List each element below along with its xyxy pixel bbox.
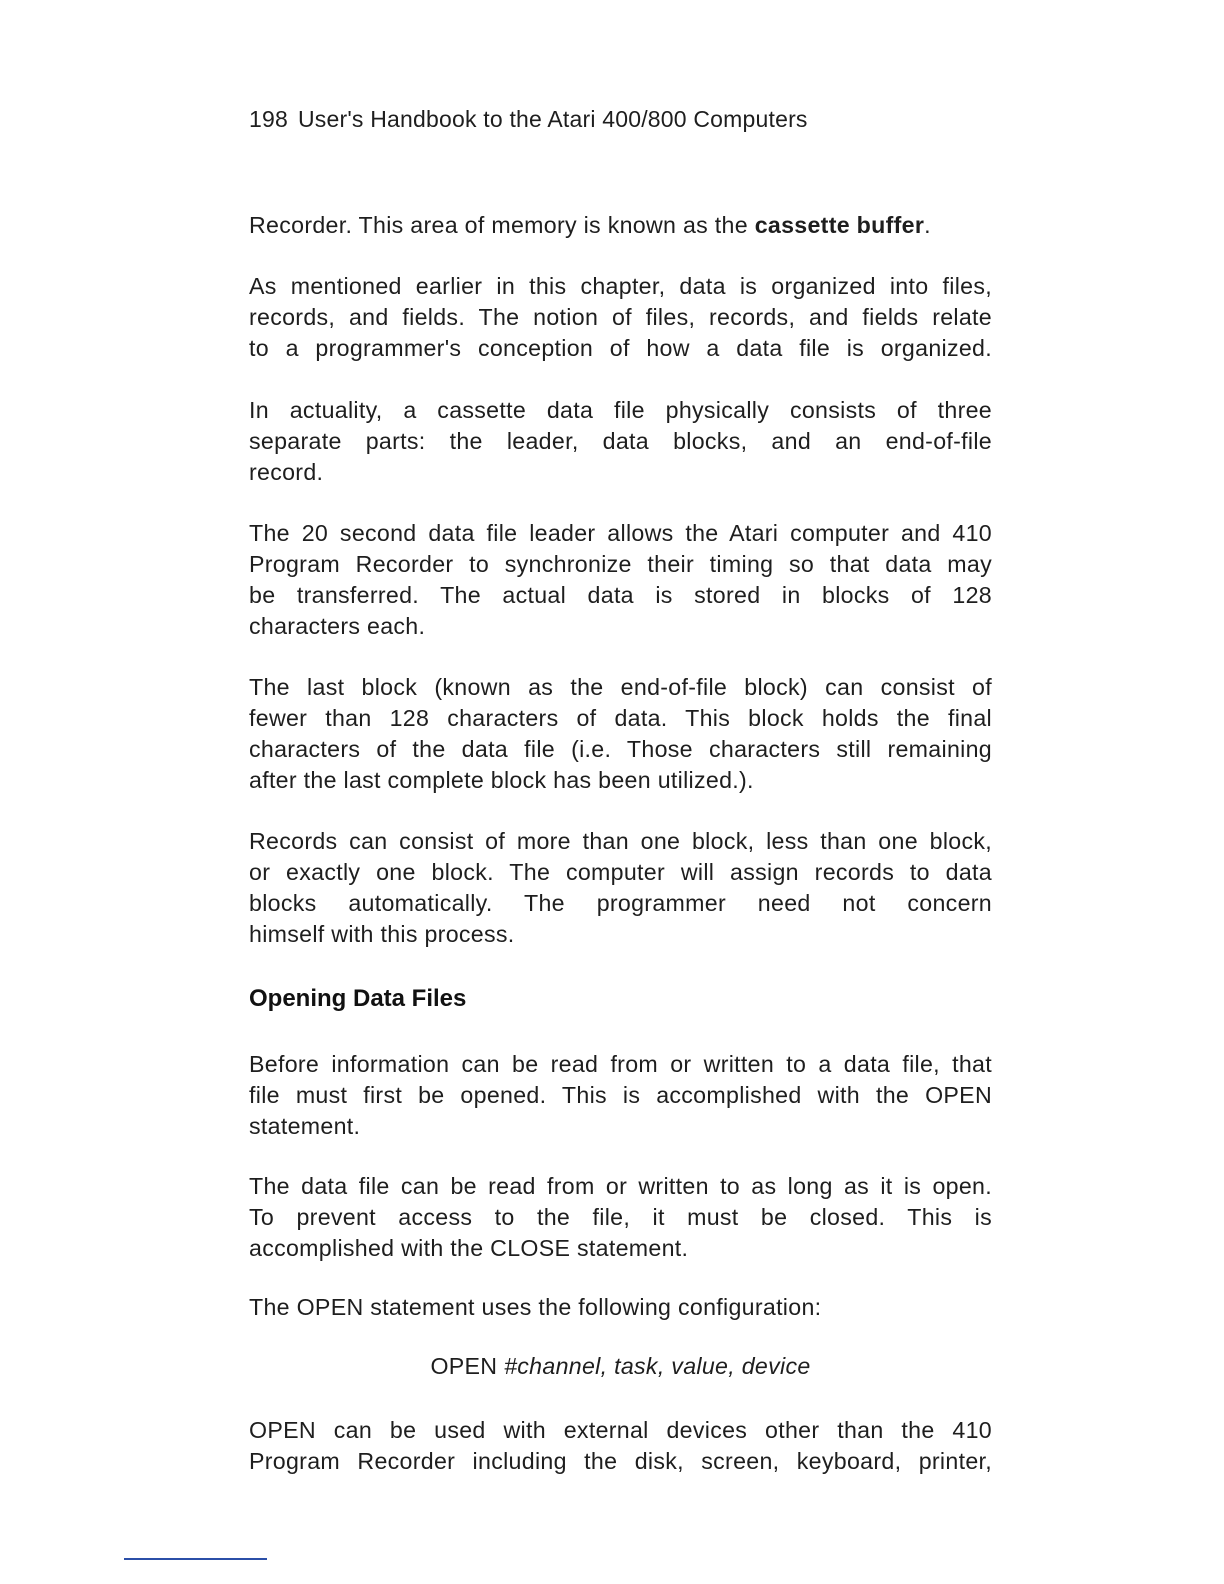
text-line: In actuality, a cassette data file physically consists of three bbox=[249, 397, 992, 423]
paragraph-5 bbox=[249, 672, 992, 796]
text-line: Before information can be read from or written to a data file, that bbox=[249, 1051, 992, 1077]
text-line: fewer than 128 characters of data. This block holds the final bbox=[249, 705, 992, 731]
text-line: As mentioned earlier in this chapter, data is organized into files, bbox=[249, 273, 992, 299]
text-line: accomplished with the CLOSE statement. bbox=[249, 1235, 689, 1261]
text-line: The OPEN statement uses the following configuration: bbox=[249, 1294, 822, 1320]
text-line: characters each. bbox=[249, 613, 426, 639]
paragraph-8 bbox=[249, 1171, 992, 1264]
text-line: file must first be opened. This is accomplished with the OPEN bbox=[249, 1082, 992, 1108]
text-line: To prevent access to the file, it must be closed. This is bbox=[249, 1204, 992, 1230]
open-arguments: #channel, task, value, device bbox=[504, 1353, 811, 1379]
section-heading: Opening Data Files bbox=[249, 985, 467, 1012]
paragraph-10 bbox=[249, 1415, 992, 1477]
book-title: User's Handbook to the Atari 400/800 Computers bbox=[297, 106, 808, 132]
text-line: record. bbox=[249, 459, 324, 485]
text-line: after the last complete block has been utilized.). bbox=[249, 767, 754, 793]
text-line: to a programmer's conception of how a data file is organized. bbox=[249, 335, 992, 361]
text-line: or exactly one block. The computer will assign records to data bbox=[249, 859, 992, 885]
text-line: himself with this process. bbox=[249, 921, 515, 947]
text-line: be transferred. The actual data is stored in blocks of 128 bbox=[249, 582, 992, 608]
text-line: The 20 second data file leader allows the Atari computer and 410 bbox=[249, 520, 992, 546]
text-line: Records can consist of more than one block, less than one block, bbox=[249, 828, 992, 854]
paragraph-9 bbox=[249, 1292, 992, 1323]
text-line: records, and fields. The notion of files, records, and fields relate bbox=[249, 304, 992, 330]
text-line: The data file can be read from or written to as long as it is open. bbox=[249, 1173, 992, 1199]
text-line: Program Recorder including the disk, screen, keyboard, printer, bbox=[249, 1448, 992, 1474]
text-line: Program Recorder to synchronize their timing so that data may bbox=[249, 551, 992, 577]
paragraph-2 bbox=[249, 271, 992, 364]
text-line: OPEN can be used with external devices other than the 410 bbox=[249, 1417, 992, 1443]
paragraph-7 bbox=[249, 1049, 992, 1142]
text-line: separate parts: the leader, data blocks, and an end-of-file bbox=[249, 428, 992, 454]
text-line: Recorder. This area of memory is known as the cassette buffer. bbox=[249, 212, 931, 238]
running-head bbox=[249, 106, 808, 133]
page-number: 198 bbox=[249, 106, 288, 132]
text-line: blocks automatically. The programmer need not concern bbox=[249, 890, 992, 916]
paragraph-1 bbox=[249, 210, 992, 241]
paragraph-3 bbox=[249, 395, 992, 488]
footer-rule bbox=[124, 1558, 267, 1560]
open-syntax-line bbox=[249, 1353, 992, 1380]
text-line: statement. bbox=[249, 1113, 361, 1139]
term-cassette-buffer: cassette buffer bbox=[754, 212, 925, 238]
paragraph-4 bbox=[249, 518, 992, 642]
text-line: The last block (known as the end-of-file block) can consist of bbox=[249, 674, 992, 700]
open-keyword: OPEN bbox=[430, 1353, 505, 1379]
text-line: characters of the data file (i.e. Those characters still remaining bbox=[249, 736, 992, 762]
paragraph-6 bbox=[249, 826, 992, 950]
